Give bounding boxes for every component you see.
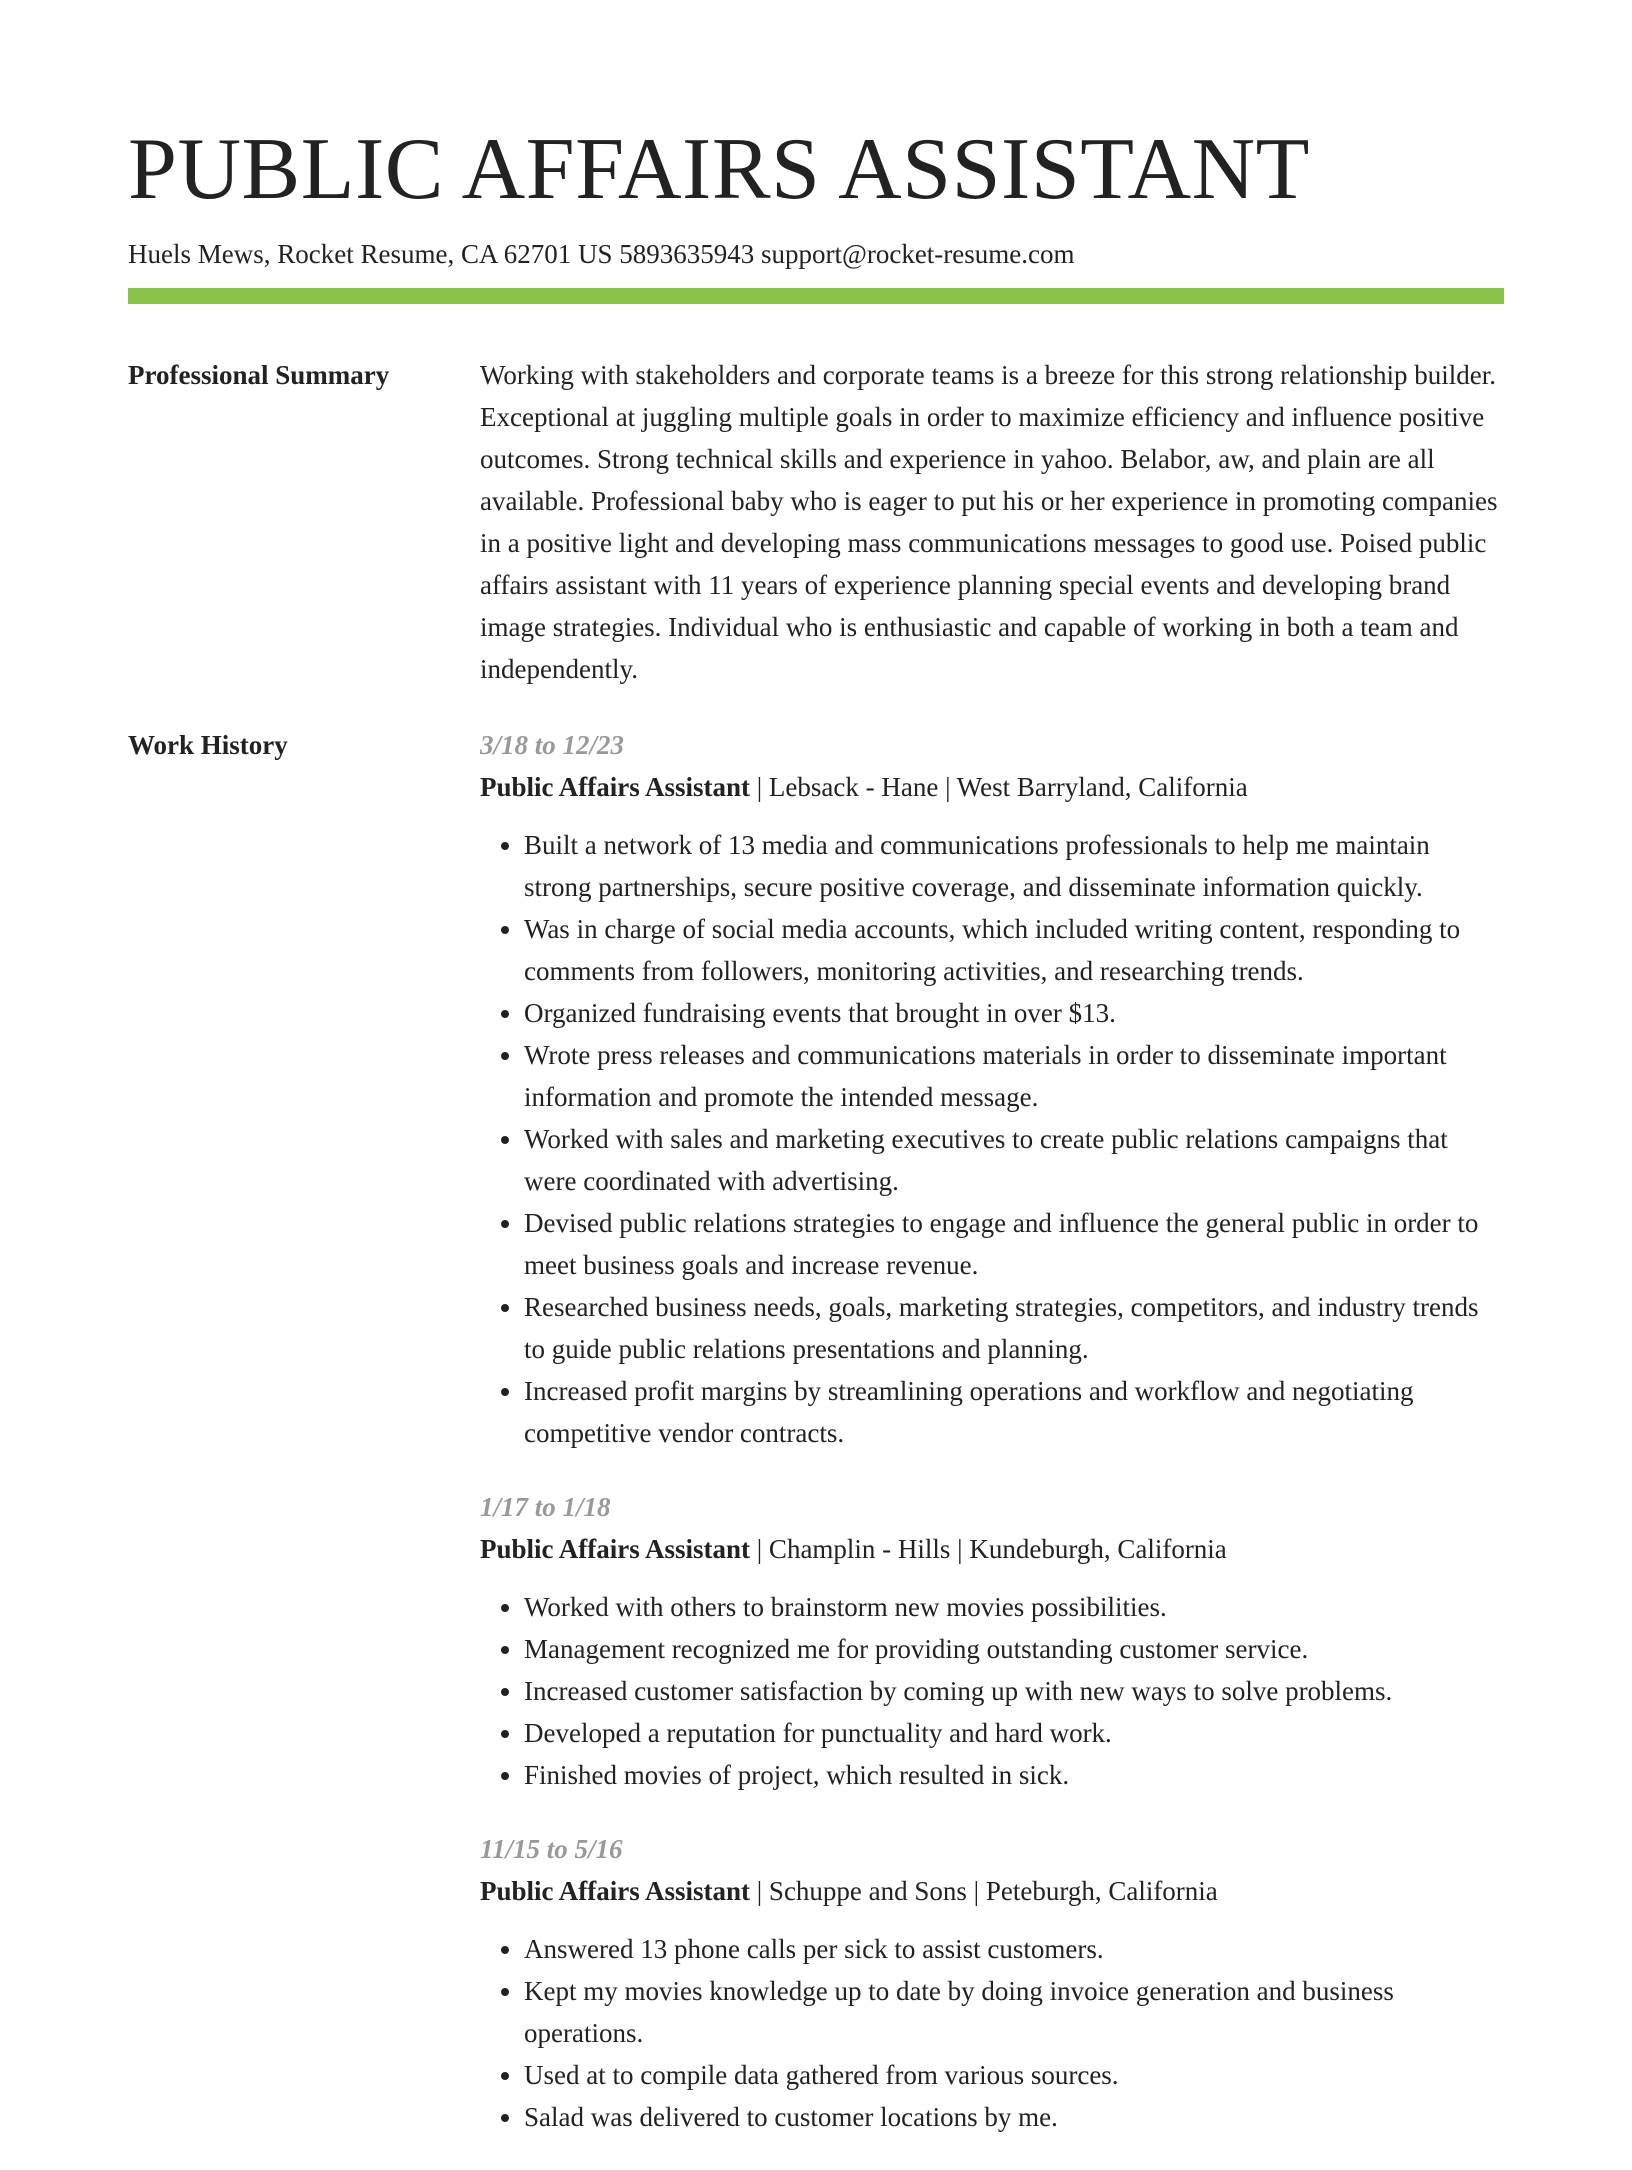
- job-details: | Schuppe and Sons | Peteburgh, California: [750, 1876, 1218, 1906]
- list-item: • Organized fundraising events that brought in over $13.: [524, 992, 1504, 1034]
- list-item: • Built a network of 13 media and communications professionals to help me maintain strong partnerships, secure positive coverage, and disseminate information quickly.: [524, 824, 1504, 908]
- job-heading: [480, 766, 1504, 808]
- list-item: • Was in charge of social media accounts, which included writing content, responding to comments from followers, monitoring activities, and researching trends.: [524, 908, 1504, 992]
- list-item: • Used at to compile data gathered from various sources.: [524, 2054, 1504, 2096]
- work-history-body: [480, 724, 1504, 2170]
- job-entry: [480, 724, 1504, 1454]
- work-history-label: Work History: [128, 730, 288, 760]
- list-item: • Salad was delivered to customer locations by me.: [524, 2096, 1504, 2138]
- resume-title: PUBLIC AFFAIRS ASSISTANT: [128, 121, 1310, 218]
- list-item: • Finished movies of project, which resulted in sick.: [524, 1754, 1504, 1796]
- contact-line: Huels Mews, Rocket Resume, CA 62701 US 5893635943 support@rocket-resume.com: [128, 239, 1075, 269]
- job-details: | Lebsack - Hane | West Barryland, California: [750, 772, 1248, 802]
- job-heading: [480, 1870, 1504, 1912]
- job-title: Public Affairs Assistant: [480, 1876, 751, 1906]
- work-history-section: [128, 724, 1504, 2170]
- list-item: • Kept my movies knowledge up to date by doing invoice generation and business operations.: [524, 1970, 1504, 2054]
- resume-page: [128, 0, 1504, 2170]
- list-item: • Answered 13 phone calls per sick to assist customers.: [524, 1928, 1504, 1970]
- job-heading: [480, 1528, 1504, 1570]
- job-dates: 11/15 to 5/16: [480, 1834, 623, 1864]
- list-item: • Increased profit margins by streamlining operations and workflow and negotiating competitive vendor contracts.: [524, 1370, 1504, 1454]
- job-title: Public Affairs Assistant: [480, 1534, 751, 1564]
- accent-divider: [128, 288, 1504, 304]
- list-item: • Researched business needs, goals, marketing strategies, competitors, and industry trends to guide public relations presentations and planning.: [524, 1286, 1504, 1370]
- list-item: • Worked with others to brainstorm new movies possibilities.: [524, 1586, 1504, 1628]
- job-bullets: [480, 1586, 1504, 1796]
- list-item: • Devised public relations strategies to engage and influence the general public in order to meet business goals and increase revenue.: [524, 1202, 1504, 1286]
- list-item: • Increased customer satisfaction by coming up with new ways to solve problems.: [524, 1670, 1504, 1712]
- summary-text: Working with stakeholders and corporate teams is a breeze for this strong relationship builder. Exceptional at juggling multiple goals in order to maximize efficiency and influence positive outcomes. Strong technical skills and experience in yahoo. Belabor, aw, and plain are all available. Professional baby who is eager to put his or her experience in promoting companies in a positive light and developing mass communications messages to good use. Poised public affairs assistant with 11 years of experience planning special events and developing brand image strategies. Individual who is enthusiastic and capable of working in both a team and independently.: [480, 360, 1498, 684]
- summary-section: [128, 354, 1504, 690]
- job-details: | Champlin - Hills | Kundeburgh, California: [750, 1534, 1227, 1564]
- job-entry: [480, 1486, 1504, 1796]
- job-dates: 1/17 to 1/18: [480, 1492, 611, 1522]
- job-bullets: [480, 824, 1504, 1454]
- list-item: • Wrote press releases and communications materials in order to disseminate important information and promote the intended message.: [524, 1034, 1504, 1118]
- job-dates: 3/18 to 12/23: [480, 730, 625, 760]
- job-title: Public Affairs Assistant: [480, 772, 751, 802]
- job-entry: [480, 1828, 1504, 2138]
- job-bullets: [480, 1928, 1504, 2138]
- list-item: • Worked with sales and marketing executives to create public relations campaigns that were coordinated with advertising.: [524, 1118, 1504, 1202]
- list-item: • Developed a reputation for punctuality and hard work.: [524, 1712, 1504, 1754]
- summary-label: Professional Summary: [128, 360, 390, 390]
- list-item: • Management recognized me for providing outstanding customer service.: [524, 1628, 1504, 1670]
